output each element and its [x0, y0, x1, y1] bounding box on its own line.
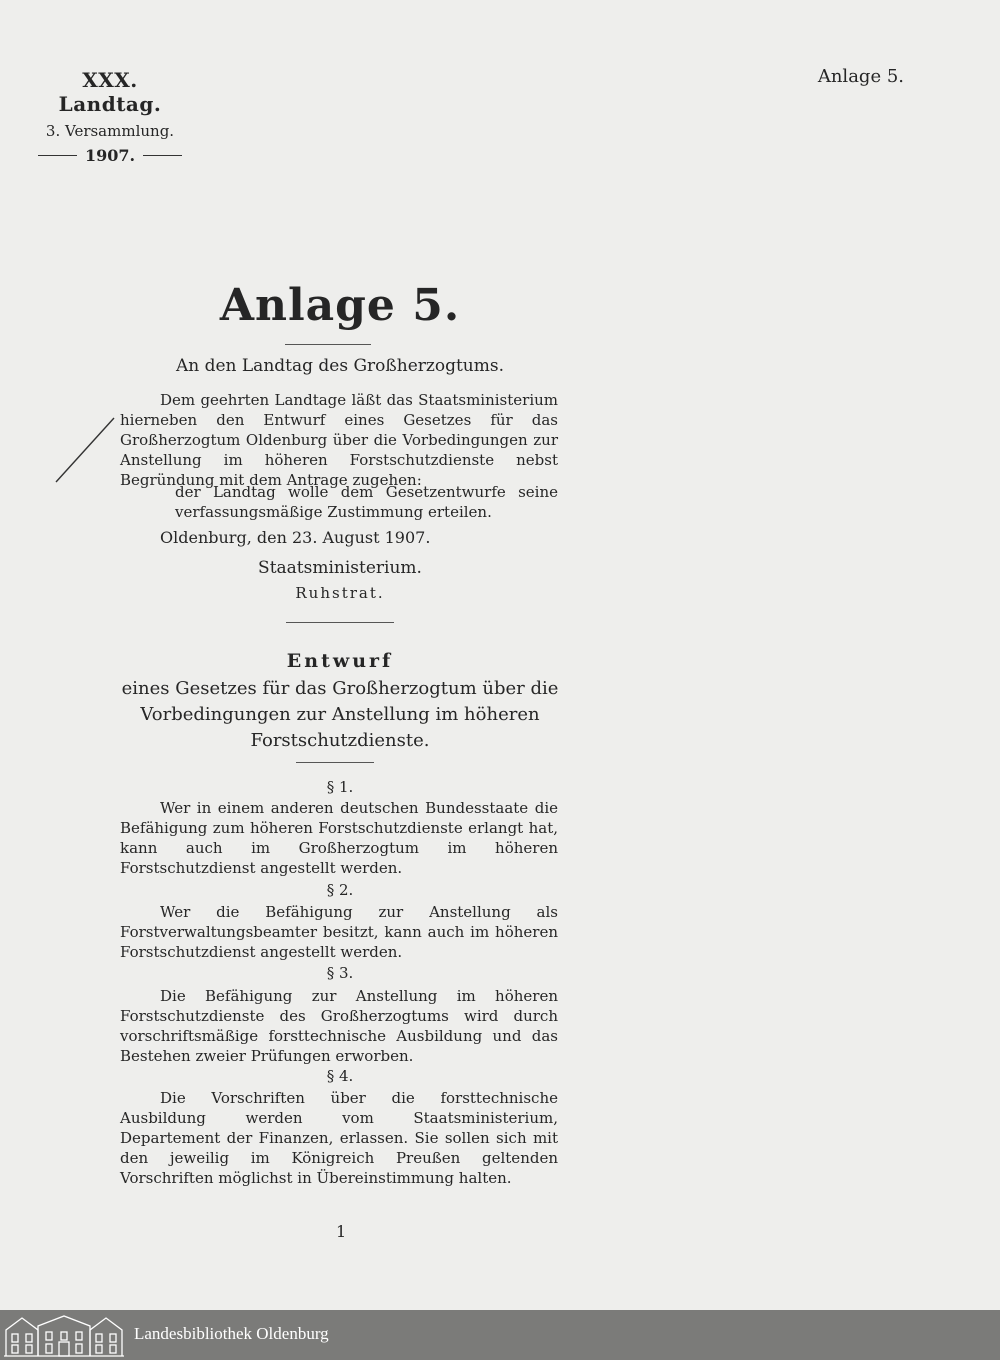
year-rule-right: [143, 155, 182, 156]
intro-paragraph: Dem geehrten Landtage läßt das Staatsministerium hierneben den Entwurf eines Gesetzes für das Großherzogtum Oldenburg über die Vorbedingungen zur Anstellung im höheren Forstschutzdienste nebst Begründung mit dem Antrage zugehen:: [120, 391, 558, 489]
year-line: [30, 146, 190, 165]
library-footer: [0, 1310, 1000, 1360]
page-title: Anlage 5.: [219, 280, 461, 331]
assembly-label: 3. Versammlung.: [45, 122, 175, 140]
header-left: [30, 68, 190, 165]
section-2-text: Wer die Befähigung zur Anstellung als Forstverwaltungsbeamter besitzt, kann auch im höheren Forstschutzdienst angestellt werden.: [120, 903, 558, 961]
header-right-label: Anlage 5.: [817, 66, 904, 87]
ministry-label: Staatsministerium.: [258, 558, 422, 578]
address-line: An den Landtag des Großherzogtums.: [175, 356, 505, 376]
section-4-text: Die Vorschriften über die forsttechnische Ausbildung werden vom Staatsministerium, Departement der Finanzen, erlassen. Sie sollen sich mit den jeweilig im Königreich Preußen geltenden Vorschriften möglichst in Übereinstimmung halten.: [120, 1089, 558, 1187]
title-rule: [285, 344, 371, 345]
year-label: 1907.: [84, 146, 136, 165]
divider-rule: [286, 622, 394, 623]
draft-subtitle: eines Gesetzes für das Großherzogtum über die Vorbedingungen zur Anstellung im höheren Forstschutzdienste.: [121, 678, 559, 751]
signer-name: Ruhstrat.: [295, 584, 385, 602]
margin-pen-stroke: [50, 410, 120, 486]
date-line: Oldenburg, den 23. August 1907.: [160, 528, 431, 547]
section-2-label: § 2.: [326, 881, 354, 899]
draft-rule: [296, 762, 374, 763]
year-rule-left: [38, 155, 77, 156]
landtag-title: XXX. Landtag.: [58, 68, 162, 116]
section-3-text: Die Befähigung zur Anstellung im höheren Forstschutzdienste des Großherzogtums wird durch vorschriftsmäßige forsttechnische Ausbildung und das Bestehen zweier Prüfungen erworben.: [120, 987, 558, 1065]
section-1-label: § 1.: [326, 778, 354, 796]
library-building-icon: [2, 1312, 126, 1358]
section-3-label: § 3.: [326, 964, 354, 982]
page-number: 1: [336, 1222, 347, 1241]
section-1-text: Wer in einem anderen deutschen Bundesstaate die Befähigung zum höheren Forstschutzdienste erlangt hat, kann auch im Großherzogtum im höheren Forstschutzdienst angestellt werden.: [120, 799, 558, 877]
library-name: Landesbibliothek Oldenburg: [134, 1324, 329, 1343]
motion-text: der Landtag wolle dem Gesetzentwurfe seine verfassungsmäßige Zustimmung erteilen.: [175, 483, 558, 521]
draft-heading: Entwurf: [286, 650, 394, 672]
section-4-label: § 4.: [326, 1067, 354, 1085]
